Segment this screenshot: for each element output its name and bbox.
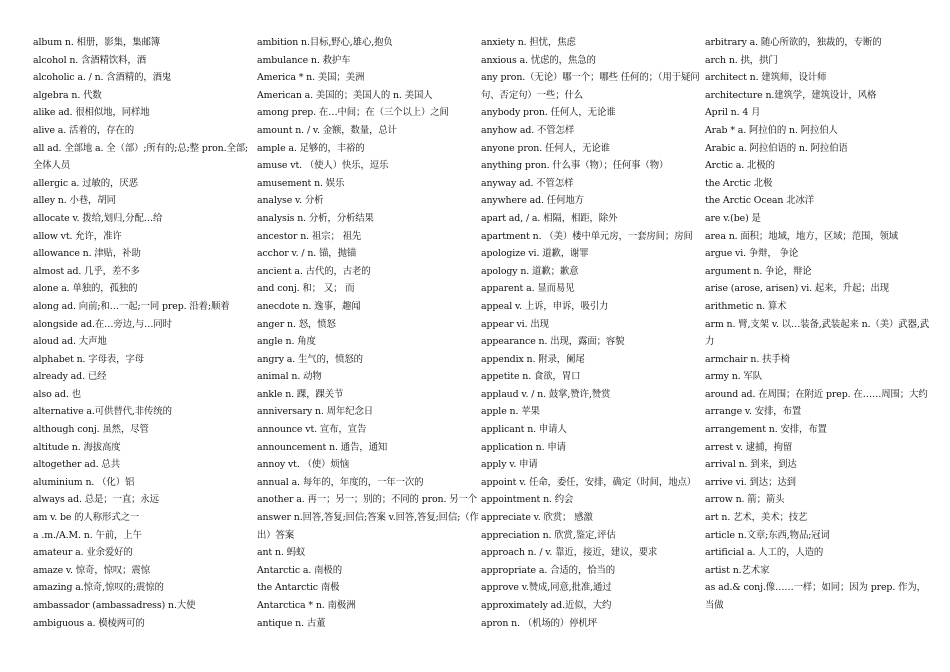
vocab-entry: arise (arose, arisen) vi. 起来，升起；出现 — [705, 283, 890, 295]
vocab-entry: announce vt. 宣布，宣告 — [257, 424, 367, 436]
vocab-entry: are v.(be) 是 — [705, 212, 761, 224]
vocab-entry: aloud ad. 大声地 — [33, 336, 107, 348]
vocab-entry: anxiety n. 担忧，焦虑 — [481, 37, 576, 48]
vocab-entry: analysis n. 分析，分析结果 — [257, 212, 374, 224]
vocab-entry: angry a. 生气的，愤怒的 — [257, 353, 363, 365]
vocab-entry: also ad. 也 — [33, 388, 81, 400]
vocab-entry: apartment n. （美）楼中单元房，一套房间；房间 — [481, 230, 693, 242]
vocab-entry: American a. 美国的；美国人的 n. 美国人 — [257, 89, 433, 101]
column-1 — [33, 34, 257, 672]
vocab-entry: art n. 艺术，美术；技艺 — [705, 512, 808, 524]
vocab-entry: annoy vt. （使）烦恼 — [257, 459, 349, 471]
vocab-entry: am v. be 的人称形式之一 — [33, 512, 140, 524]
vocab-entry: appendix n. 附录，阑尾 — [481, 353, 585, 365]
vocab-entry: appropriate a. 合适的，恰当的 — [481, 564, 616, 576]
vocab-entry: altitude n. 海拔高度 — [33, 441, 121, 453]
vocab-entry: alley n. 小巷，胡同 — [33, 195, 116, 207]
vocab-entry: arrange v. 安排，布置 — [705, 406, 802, 418]
vocab-entry: appreciate v. 欣赏； 感激 — [481, 512, 593, 524]
vocab-entry: army n. 军队 — [705, 371, 762, 383]
vocab-entry: the Antarctic 南极 — [257, 582, 340, 594]
vocab-entry: alternative a.可供替代,非传统的 — [33, 406, 172, 418]
vocab-entry: arrive vi. 到达；达到 — [705, 476, 796, 488]
vocab-entry: ambulance n. 救护车 — [257, 54, 351, 66]
vocab-entry: approach n. / v. 靠近，接近，建议，要求 — [481, 547, 658, 559]
vocab-entry: application n. 申请 — [481, 441, 566, 453]
vocab-entry: ankle n. 踝，踝关节 — [257, 388, 344, 400]
vocab-entry: armchair n. 扶手椅 — [705, 353, 790, 365]
vocab-entry: approve v.赞成,同意,批准,通过 — [481, 582, 612, 594]
vocab-entry: apply v. 申请 — [481, 459, 538, 471]
vocab-entry: anyhow ad. 不管怎样 — [481, 124, 575, 136]
vocab-entry: arrest v. 逮捕，拘留 — [705, 441, 793, 453]
vocab-entry: arithmetic n. 算术 — [705, 300, 787, 312]
vocab-entry: applicant n. 申请人 — [481, 424, 567, 436]
vocab-entry: amusement n. 娱乐 — [257, 177, 345, 189]
vocab-entry: apparent a. 显而易见 — [481, 283, 575, 295]
column-4 — [705, 34, 929, 672]
vocab-entry: along ad. 向前;和…一起;一同 prep. 沿着;顺着 — [33, 300, 230, 312]
vocab-entry: America * n. 美国；美洲 — [257, 72, 365, 84]
vocab-entry: approximately ad.近似，大约 — [481, 600, 612, 611]
vocab-entry: appoint v. 任命，委任，安排，确定（时间，地点） — [481, 476, 697, 488]
vocab-entry: Arabic a. 阿拉伯语的 n. 阿拉伯语 — [705, 142, 848, 154]
vocab-entry: appearance n. 出现，露面；容貌 — [481, 336, 625, 348]
vocab-entry: arrow n. 箭；箭头 — [705, 494, 785, 506]
vocab-entry: apart ad, / a. 相隔，相距，除外 — [481, 212, 618, 224]
vocab-entry: appreciation n. 欣赏,鉴定,评估 — [481, 529, 616, 541]
vocab-entry: architect n. 建筑师，设计师 — [705, 72, 827, 84]
vocab-entry: announcement n. 通告，通知 — [257, 441, 388, 453]
vocab-entry: around ad. 在周围；在附近 prep. 在……周围；大约 — [705, 388, 928, 400]
vocab-entry: anger n. 怒，愤怒 — [257, 318, 336, 330]
vocab-entry: any pron.（无论）哪一个；哪些 任何的；（用于疑问句、否定句）一些；什么 — [481, 72, 700, 101]
vocab-entry: as ad.& conj.像……一样；如同；因为 prep. 作为，当做 — [705, 582, 926, 611]
vocab-entry: album n. 相册，影集，集邮簿 — [33, 37, 161, 48]
vocab-entry: allow vt. 允许，准许 — [33, 230, 122, 242]
vocab-entry: anyway ad. 不管怎样 — [481, 177, 574, 189]
vocab-entry: appetite n. 食欲，胃口 — [481, 371, 581, 383]
vocab-entry: appointment n. 约会 — [481, 494, 574, 506]
vocab-entry: area n. 面积；地域，地方，区域；范围，领域 — [705, 230, 899, 242]
vocab-entry: argue vi. 争辩， 争论 — [705, 248, 799, 260]
vocab-entry: allocate v. 拨给,划归,分配…给 — [33, 212, 163, 224]
vocab-entry: already ad. 已经 — [33, 371, 107, 383]
vocab-entry: algebra n. 代数 — [33, 89, 102, 101]
vocab-entry: arbitrary a. 随心所欲的，独裁的，专断的 — [705, 37, 882, 48]
vocab-entry: alphabet n. 字母表，字母 — [33, 353, 144, 365]
vocab-entry: the Arctic Ocean 北冰洋 — [705, 195, 815, 207]
vocab-entry: ant n. 蚂蚁 — [257, 547, 306, 559]
vocab-entry: amount n. / v. 金额，数量，总计 — [257, 124, 397, 136]
vocab-entry: although conj. 虽然，尽管 — [33, 424, 149, 436]
vocab-entry: allowance n. 津贴，补助 — [33, 248, 141, 260]
vocab-entry: alongside ad.在…旁边,与…同时 — [33, 318, 172, 330]
vocab-entry: always ad. 总是；一直；永远 — [33, 494, 159, 506]
vocab-entry: Antarctic a. 南极的 — [257, 564, 342, 576]
vocab-entry: arch n. 拱，拱门 — [705, 54, 778, 66]
vocab-entry: all ad. 全部地 a. 全（部）;所有的;总;整 pron.全部;全体人员 — [33, 142, 249, 172]
vocab-entry: arm n. 臂,支架 v. 以…装备,武装起来 n.（美）武器,武力 — [705, 318, 929, 348]
vocab-entry: apple n. 苹果 — [481, 406, 540, 418]
vocab-entry: Antarctica * n. 南极洲 — [257, 600, 356, 611]
vocab-entry: anything pron. 什么事（物）；任何事（物） — [481, 160, 669, 172]
vocab-entry: appear vi. 出现 — [481, 318, 549, 330]
vocab-entry: answer n.回答,答复;回信;答案 v.回答,答复;回信;（作出）答案 — [257, 512, 479, 541]
vocab-entry: anybody pron. 任何人，无论谁 — [481, 107, 616, 119]
vocab-entry: artificial a. 人工的，人造的 — [705, 547, 824, 559]
vocab-entry: almost ad. 几乎，差不多 — [33, 265, 140, 277]
vocab-entry: Arab * a. 阿拉伯的 n. 阿拉伯人 — [705, 124, 838, 136]
vocab-entry: a .m./A.M. n. 午前，上午 — [33, 529, 142, 541]
vocab-entry: anywhere ad. 任何地方 — [481, 195, 584, 207]
vocab-entry: alone a. 单独的，孤独的 — [33, 283, 138, 295]
vocab-entry: alike ad. 很相似地，同样地 — [33, 107, 150, 119]
vocab-entry: allergic a. 过敏的，厌恶 — [33, 177, 138, 189]
vocab-entry: amuse vt. （使人）快乐，逗乐 — [257, 160, 389, 172]
vocab-entry: angle n. 角度 — [257, 336, 316, 348]
vocab-entry: amaze v. 惊奇，惊叹；震惊 — [33, 564, 150, 576]
vocab-entry: analyse v. 分析 — [257, 195, 324, 207]
vocab-entry: apron n. （机场的）停机坪 — [481, 617, 598, 629]
vocab-entry: the Arctic 北极 — [705, 177, 773, 189]
vocab-entry: arrangement n. 安排，布置 — [705, 424, 827, 436]
vocab-entry: alcohol n. 含酒精饮料，酒 — [33, 54, 146, 66]
vocab-entry: anxious a. 忧虑的，焦急的 — [481, 54, 596, 66]
vocab-entry: among prep. 在…中间；在（三个以上）之间 — [257, 107, 449, 119]
vocab-entry: applaud v. / n. 鼓掌,赞许,赞赏 — [481, 388, 611, 400]
vocab-entry: artist n.艺术家 — [705, 564, 770, 576]
vocab-entry: annual a. 每年的，年度的，一年一次的 — [257, 476, 424, 488]
vocab-entry: apologize vi. 道歉，谢罪 — [481, 248, 589, 260]
vocab-entry: acchor v. / n. 锚，抛锚 — [257, 248, 357, 260]
vocab-entry: ambition n.目标,野心,雄心,抱负 — [257, 37, 393, 48]
column-3 — [481, 34, 705, 672]
vocab-entry: apology n. 道歉；歉意 — [481, 265, 579, 277]
vocab-entry: arrival n. 到来，到达 — [705, 459, 797, 471]
vocab-entry: ambassador (ambassadress) n.大使 — [33, 600, 196, 611]
vocab-entry: article n.文章;东西,物品;冠词 — [705, 529, 830, 541]
vocab-entry: amateur a. 业余爱好的 — [33, 547, 133, 559]
vocab-entry: aluminium n. （化）铝 — [33, 476, 135, 488]
vocab-entry: another a. 再一；另一；别的；不同的 pron. 另一个 — [257, 494, 478, 506]
vocab-entry: antique n. 古董 — [257, 617, 326, 629]
vocab-entry: argument n. 争论，辩论 — [705, 265, 812, 277]
vocab-entry: Arctic a. 北极的 — [705, 160, 775, 172]
vocab-entry: and conj. 和； 又； 而 — [257, 283, 355, 295]
vocab-entry: anyone pron. 任何人，无论谁 — [481, 142, 610, 154]
vocab-entry: ancestor n. 祖宗； 祖先 — [257, 230, 362, 242]
vocab-entry: animal n. 动物 — [257, 371, 322, 383]
vocab-entry: appeal v. 上诉，申诉，吸引力 — [481, 300, 609, 312]
vocab-entry: anecdote n. 逸事，趣闻 — [257, 300, 361, 312]
vocab-entry: ancient a. 古代的，古老的 — [257, 265, 371, 277]
vocab-entry: ambiguous a. 模棱两可的 — [33, 617, 145, 629]
vocab-entry: alcoholic a. / n. 含酒精的，酒鬼 — [33, 72, 172, 84]
vocab-entry: architecture n.建筑学，建筑设计，风格 — [705, 89, 877, 101]
vocab-entry: anniversary n. 周年纪念日 — [257, 406, 374, 418]
vocab-entry: amazing a.惊奇,惊叹的;震惊的 — [33, 582, 164, 594]
vocab-entry: April n. 4 月 — [705, 107, 761, 119]
vocab-entry: ample a. 足够的，丰裕的 — [257, 142, 365, 154]
vocab-entry: alive a. 活着的，存在的 — [33, 124, 134, 136]
column-2 — [257, 34, 481, 672]
vocab-entry: altogether ad. 总共 — [33, 459, 120, 471]
